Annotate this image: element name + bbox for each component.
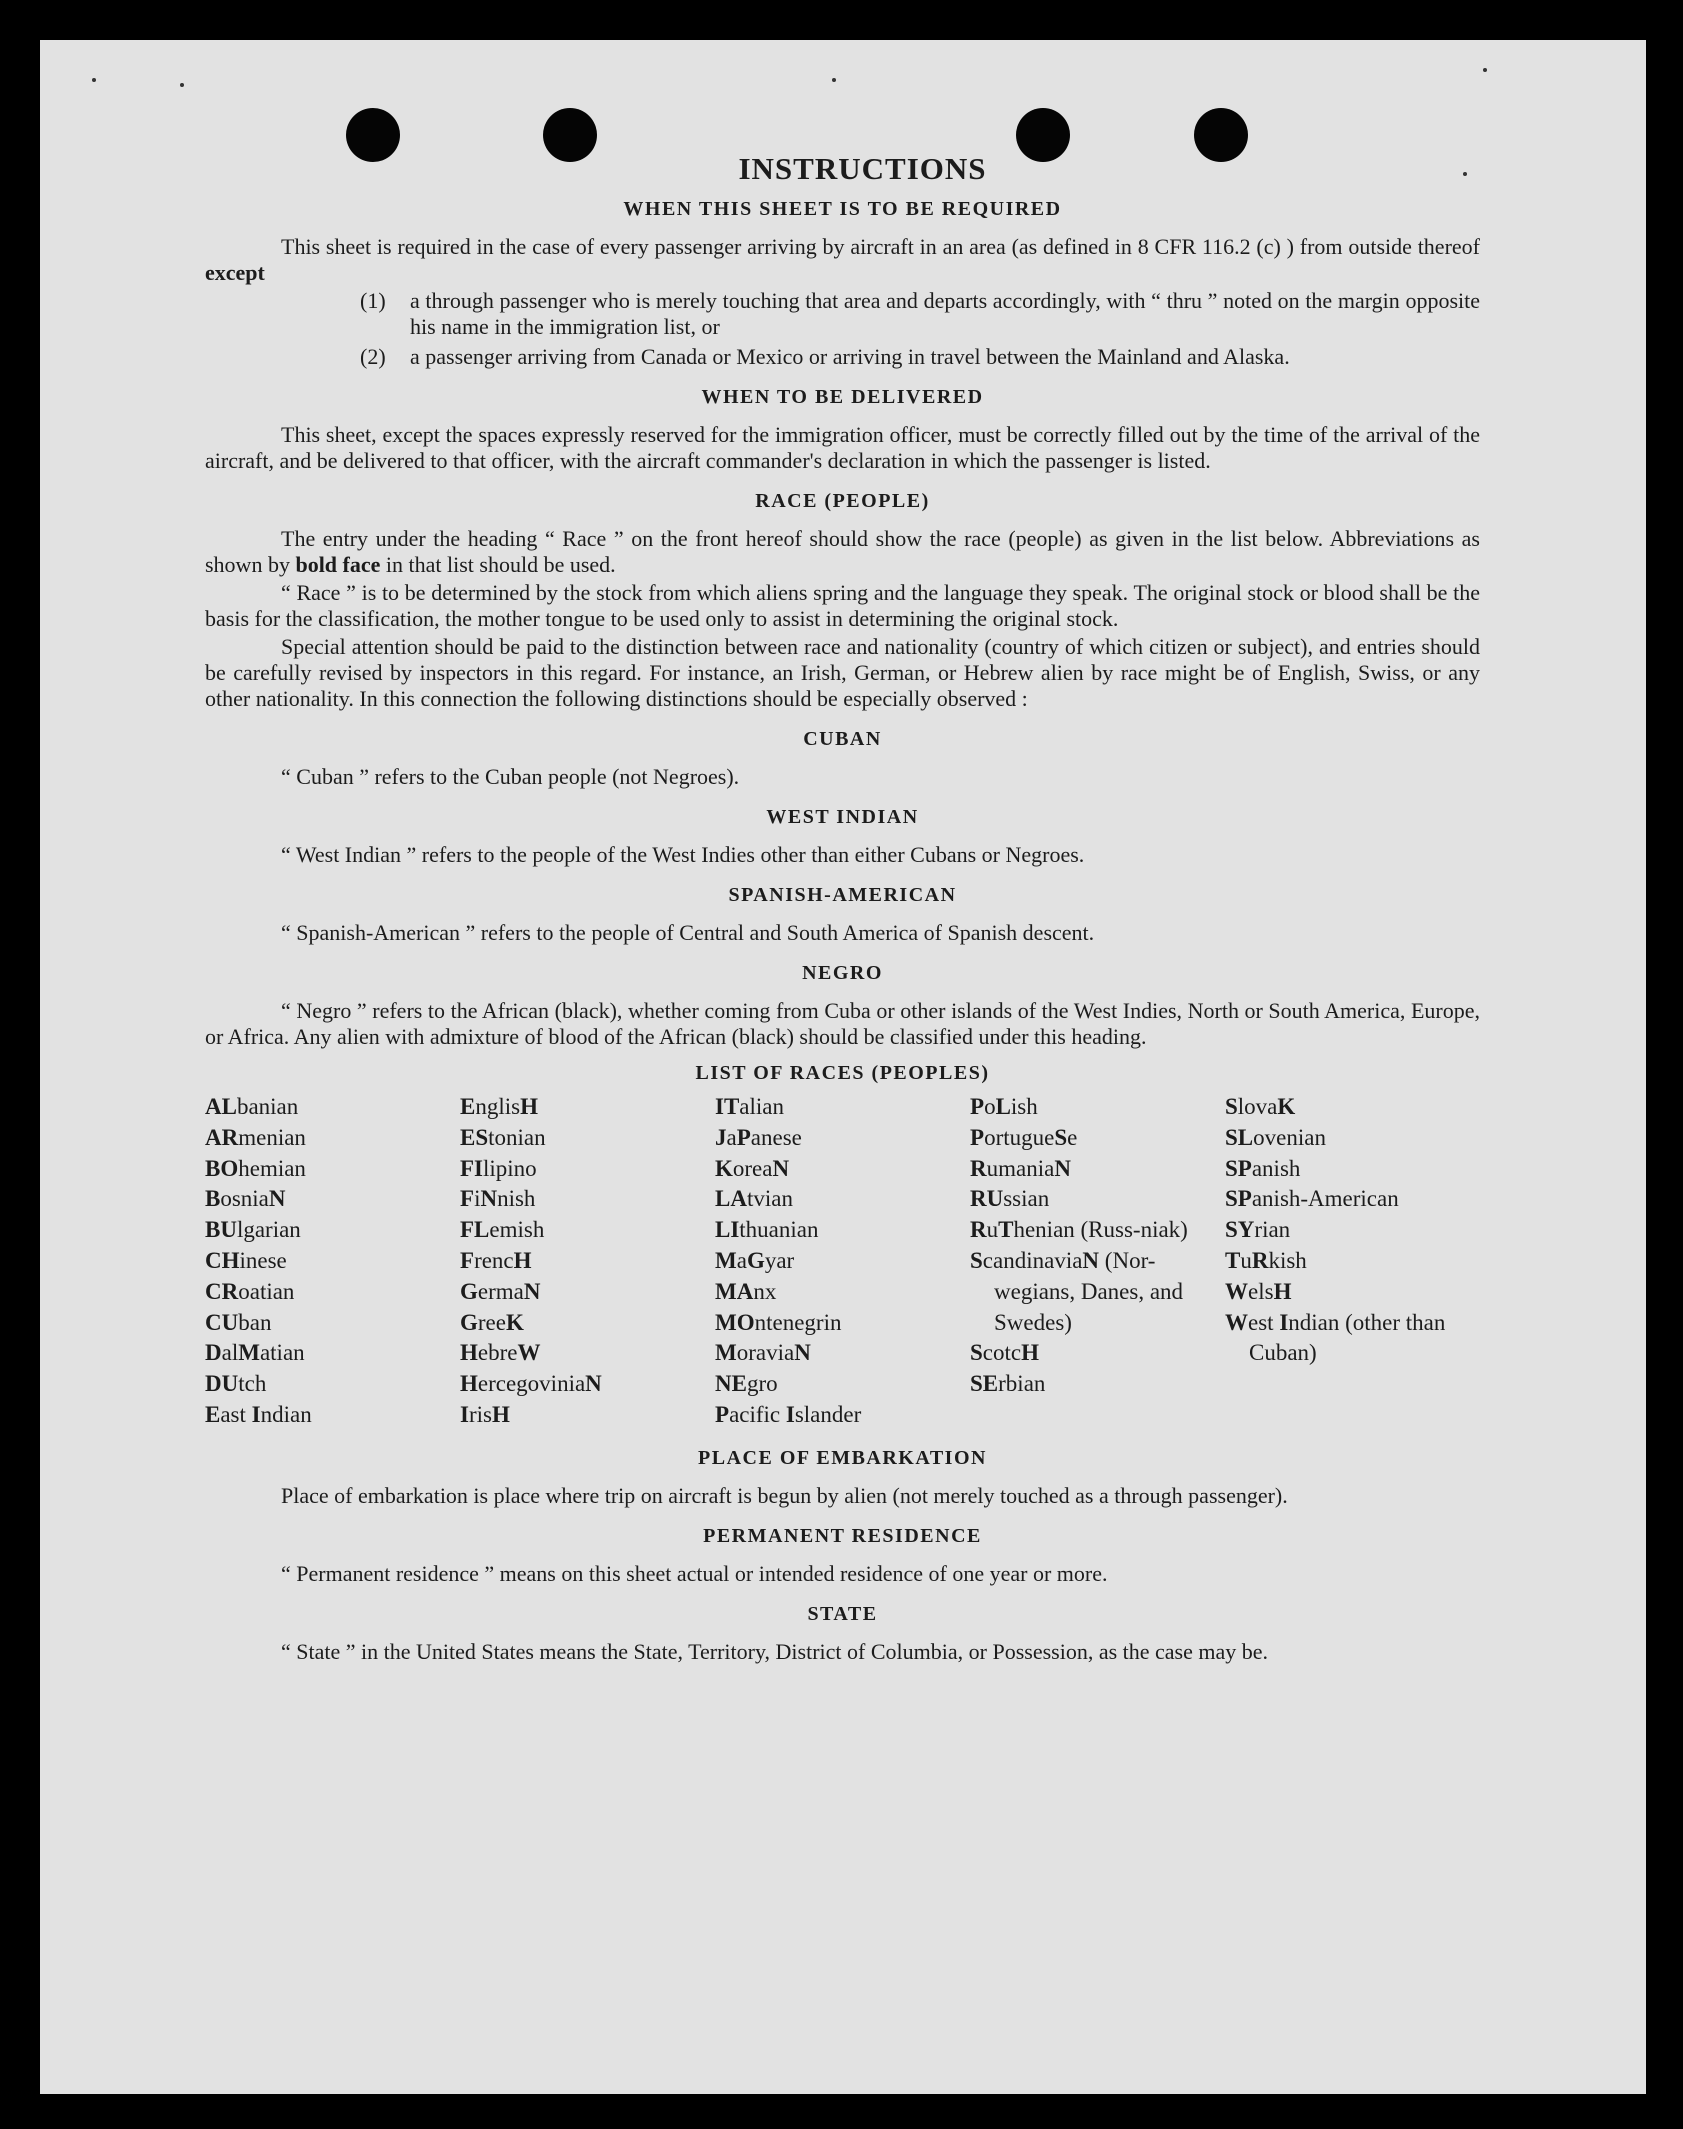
race-rest: oravia <box>736 1340 795 1366</box>
race-rest: a <box>726 1124 737 1150</box>
race-rest: anese <box>750 1124 802 1150</box>
race-entry <box>460 1369 715 1400</box>
race-rest: e <box>1067 1124 1078 1150</box>
race-rest: anish <box>1251 1155 1301 1181</box>
race-abbrev: H <box>491 1401 510 1427</box>
except-text: except <box>205 260 265 285</box>
race-entry <box>1225 1246 1480 1277</box>
race-entry <box>460 1154 715 1185</box>
race-abbrev: SE <box>970 1371 999 1397</box>
heading-list-of-races: LIST OF RACES (PEOPLES) <box>695 1062 990 1084</box>
race-abbrev: S <box>1054 1124 1068 1150</box>
paragraph-state: “ State ” in the United States means the State, Territory, District of Columbia, or Possession, as the case may be. <box>281 1638 1269 1664</box>
race-entry <box>715 1184 970 1215</box>
race-entry <box>205 1123 460 1154</box>
speck <box>832 78 836 82</box>
race-entry <box>460 1215 715 1246</box>
race-entry <box>970 1184 1225 1215</box>
race-entry <box>715 1092 970 1123</box>
race-abbrev: N <box>523 1278 541 1304</box>
heading-when-required: WHEN THIS SHEET IS TO BE REQUIRED <box>623 198 1062 220</box>
race-rest: acific <box>729 1401 786 1427</box>
race-abbrev: NE <box>715 1371 747 1397</box>
race-rest: osnia <box>220 1186 269 1212</box>
race-abbrev: BU <box>205 1217 237 1243</box>
race-entry <box>1225 1308 1480 1370</box>
race-rest: ssian <box>1003 1186 1050 1212</box>
race-entry <box>460 1308 715 1339</box>
race-abbrev: I <box>785 1401 795 1427</box>
race-abbrev: K <box>505 1309 524 1335</box>
race-rest: kish <box>1268 1247 1307 1273</box>
item-number: (1) <box>360 288 386 313</box>
race-entry <box>205 1215 460 1246</box>
race-abbrev: S <box>970 1247 983 1273</box>
race-abbrev: CH <box>205 1247 240 1273</box>
race-rest: renc <box>474 1247 514 1273</box>
race-rest: atian <box>259 1340 305 1366</box>
race-abbrev: T <box>1225 1247 1241 1273</box>
paragraph-embarkation: Place of embarkation is place where trip on aircraft is begun by alien (not merely touched as a through passenger). <box>281 1482 1288 1508</box>
race-entry <box>1225 1215 1480 1246</box>
race-rest: ban <box>238 1309 272 1335</box>
race-rest: ntenegrin <box>754 1309 842 1335</box>
race-entry <box>460 1092 715 1123</box>
item-text: a passenger arriving from Canada or Mexico or arriving in travel between the Mainland and Alaska. <box>410 344 1290 369</box>
heading-embarkation: PLACE OF EMBARKATION <box>698 1446 987 1469</box>
race-abbrev: W <box>1225 1278 1248 1304</box>
race-rest: gro <box>746 1371 778 1397</box>
race-abbrev: R <box>970 1217 987 1243</box>
race-abbrev: F <box>460 1247 475 1273</box>
race-entry <box>205 1277 460 1308</box>
race-abbrev: P <box>736 1124 751 1150</box>
race-rest: rbian <box>998 1371 1046 1397</box>
race-abbrev: FL <box>460 1217 490 1243</box>
race-entry <box>1225 1277 1480 1308</box>
item-text: a through passenger who is merely touching that area and departs accordingly, with “ thru ” noted on the margin opposite his name in the immigration list, or <box>410 288 1480 339</box>
race-entry <box>715 1154 970 1185</box>
race-abbrev: I <box>1279 1309 1289 1335</box>
race-rest: henian (Russ-niak) <box>1013 1217 1188 1243</box>
race-rest: erma <box>477 1278 524 1304</box>
punch-hole <box>346 108 400 162</box>
race-abbrev: L <box>995 1094 1011 1119</box>
race-rest: nish <box>497 1186 536 1212</box>
race-abbrev: AL <box>205 1094 237 1119</box>
race-abbrev: LI <box>715 1217 740 1243</box>
race-abbrev: K <box>1277 1094 1296 1119</box>
race-abbrev: AR <box>205 1124 239 1150</box>
punch-hole <box>1016 108 1070 162</box>
race-abbrev: S <box>970 1340 983 1366</box>
race-rest: ndian (other than Cuban) <box>1249 1309 1446 1366</box>
paragraph-race-1 <box>205 526 1480 578</box>
exception-item <box>360 344 1480 370</box>
race-rest: slander <box>794 1401 862 1427</box>
races-column <box>1225 1092 1480 1431</box>
race-rest: umania <box>986 1155 1055 1181</box>
race-text-a: The entry under the heading “ Race ” on the front hereof should show the race (people) as given in the list below. Abbreviations as shown by <box>205 526 1480 577</box>
instructions-content <box>205 151 1480 1667</box>
race-rest: thuanian <box>739 1217 819 1243</box>
race-abbrev: SY <box>1225 1217 1255 1243</box>
race-rest: ris <box>468 1401 492 1427</box>
races-column <box>970 1092 1225 1431</box>
race-abbrev: H <box>520 1094 538 1119</box>
race-abbrev: I <box>251 1401 261 1427</box>
race-rest: hemian <box>238 1155 306 1181</box>
race-entry <box>205 1154 460 1185</box>
races-column <box>715 1092 970 1431</box>
required-text: This sheet is required in the case of every passenger arriving by aircraft in an area (as defined in 8 CFR 116.2 (c) ) from outside thereof <box>281 234 1480 259</box>
race-rest: est <box>1248 1309 1280 1335</box>
race-rest: anish-American <box>1251 1186 1399 1212</box>
heading-state: STATE <box>807 1602 878 1625</box>
paragraph-residence: “ Permanent residence ” means on this sheet actual or intended residence of one year or more. <box>281 1560 1108 1586</box>
race-entry <box>715 1308 970 1339</box>
race-rest: oatian <box>238 1278 295 1304</box>
race-entry <box>460 1184 715 1215</box>
race-entry <box>970 1123 1225 1154</box>
race-rest: ortugue <box>984 1124 1055 1150</box>
race-abbrev: P <box>970 1094 985 1119</box>
race-abbrev: SP <box>1225 1155 1252 1181</box>
bold-face-text: bold face <box>295 552 381 577</box>
race-abbrev: H <box>460 1340 478 1366</box>
speck <box>92 78 96 82</box>
race-abbrev: N <box>772 1155 790 1181</box>
race-rest: ercegovinia <box>477 1371 586 1397</box>
race-abbrev: G <box>746 1247 765 1273</box>
races-column <box>460 1092 715 1431</box>
race-abbrev: T <box>998 1217 1014 1243</box>
race-abbrev: N <box>268 1186 286 1212</box>
race-entry <box>715 1369 970 1400</box>
race-abbrev: CU <box>205 1309 239 1335</box>
races-list <box>205 1092 1480 1431</box>
race-rest: a <box>736 1247 747 1273</box>
race-entry <box>715 1123 970 1154</box>
race-rest: tonian <box>488 1124 546 1150</box>
race-abbrev: M <box>238 1340 260 1366</box>
race-rest: cotc <box>982 1340 1022 1366</box>
speck <box>180 83 184 87</box>
race-abbrev: SP <box>1225 1186 1252 1212</box>
race-abbrev: R <box>1251 1247 1269 1273</box>
race-entry <box>970 1154 1225 1185</box>
race-entry <box>715 1400 970 1431</box>
race-abbrev: IT <box>715 1094 740 1119</box>
race-entry <box>205 1400 460 1431</box>
race-rest: ebre <box>477 1340 518 1366</box>
race-abbrev: G <box>460 1278 478 1304</box>
race-abbrev: P <box>970 1124 985 1150</box>
page-title: INSTRUCTIONS <box>738 151 987 186</box>
race-entry <box>1225 1154 1480 1185</box>
race-abbrev: E <box>205 1401 221 1427</box>
exception-item <box>360 288 1480 340</box>
punch-hole <box>1194 108 1248 162</box>
race-abbrev: CR <box>205 1278 239 1304</box>
heading-spanish-american: SPANISH-AMERICAN <box>728 884 957 906</box>
race-abbrev: RU <box>970 1186 1004 1212</box>
race-abbrev: K <box>715 1155 733 1181</box>
race-entry <box>715 1338 970 1369</box>
race-abbrev: LA <box>715 1186 747 1212</box>
race-rest: alian <box>739 1094 784 1119</box>
race-abbrev: W <box>517 1340 541 1366</box>
paragraph-spanish-american: “ Spanish-American ” refers to the people of Central and South America of Spanish descent. <box>281 920 1095 945</box>
race-entry <box>970 1338 1225 1369</box>
race-abbrev: H <box>460 1371 478 1397</box>
heading-cuban: CUBAN <box>803 728 882 750</box>
paragraph-race-2: “ Race ” is to be determined by the stock from which aliens spring and the language they speak. The original stock or blood shall be the basis for the classification, the mother tongue to be used only to assist in determining the original stock. <box>205 580 1480 631</box>
race-rest: u <box>986 1217 999 1243</box>
race-entry <box>205 1246 460 1277</box>
race-rest: orea <box>732 1155 773 1181</box>
race-abbrev: N <box>1054 1155 1071 1181</box>
race-entry <box>970 1246 1225 1338</box>
document-page <box>40 40 1646 2094</box>
race-abbrev: ES <box>460 1124 489 1150</box>
paragraph-west-indian: “ West Indian ” refers to the people of the West Indies other than either Cubans or Negroes. <box>281 842 1085 867</box>
race-abbrev: H <box>1273 1278 1292 1304</box>
race-rest: o <box>984 1094 996 1119</box>
race-entry <box>205 1308 460 1339</box>
race-abbrev: N <box>585 1371 602 1397</box>
race-abbrev: E <box>460 1094 476 1119</box>
race-rest: al <box>221 1340 239 1366</box>
paragraph-required <box>205 234 1480 286</box>
race-rest: nx <box>753 1278 777 1304</box>
race-entry <box>205 1092 460 1123</box>
race-abbrev: B <box>205 1186 221 1212</box>
race-rest: lova <box>1237 1094 1278 1119</box>
race-rest: u <box>1240 1247 1252 1273</box>
heading-race: RACE (PEOPLE) <box>755 490 930 512</box>
race-abbrev: BO <box>205 1155 239 1181</box>
race-abbrev: H <box>513 1247 532 1273</box>
race-abbrev: I <box>460 1401 469 1427</box>
race-rest: ish <box>1010 1094 1038 1119</box>
race-rest: yar <box>764 1247 795 1273</box>
race-rest: tch <box>238 1371 267 1397</box>
race-abbrev: MA <box>715 1278 754 1304</box>
race-entry <box>1225 1123 1480 1154</box>
paragraph-race-3: Special attention should be paid to the distinction between race and nationality (country of which citizen or subject), and entries should be carefully revised by inspectors in this regard. For instance, an Irish, German, or Hebrew alien by race might be of English, Swiss, or any other nationality. In this connection the following distinctions should be especially observed : <box>205 634 1480 711</box>
paragraph-cuban: “ Cuban ” refers to the Cuban people (not Negroes). <box>281 764 740 789</box>
race-entry <box>715 1277 970 1308</box>
race-entry <box>205 1369 460 1400</box>
paragraph-delivered: This sheet, except the spaces expressly reserved for the immigration officer, must be correctly filled out by the time of the arrival of the aircraft, and be delivered to that officer, with the aircraft commander's declaration in which the passenger is listed. <box>205 422 1480 473</box>
races-column <box>205 1092 460 1431</box>
race-entry <box>715 1246 970 1277</box>
heading-negro: NEGRO <box>802 962 883 984</box>
race-rest: candinavia <box>982 1247 1083 1273</box>
race-abbrev: M <box>715 1247 737 1273</box>
race-text-b: in that list should be used. <box>385 552 616 577</box>
race-abbrev: R <box>970 1155 987 1181</box>
race-entry <box>460 1338 715 1369</box>
race-entry <box>460 1277 715 1308</box>
race-rest: i <box>474 1186 481 1212</box>
race-rest: menian <box>238 1124 306 1150</box>
race-entry <box>715 1215 970 1246</box>
race-entry <box>205 1184 460 1215</box>
race-rest: nglis <box>475 1094 521 1119</box>
race-abbrev: F <box>460 1186 475 1212</box>
race-abbrev: M <box>715 1340 737 1366</box>
race-rest: ast <box>220 1401 252 1427</box>
race-abbrev: SL <box>1225 1124 1254 1150</box>
race-abbrev: H <box>1021 1340 1039 1366</box>
race-rest: inese <box>239 1247 287 1273</box>
heading-when-delivered: WHEN TO BE DELIVERED <box>701 386 984 408</box>
race-abbrev: W <box>1225 1309 1248 1335</box>
race-rest: els <box>1248 1278 1274 1304</box>
race-abbrev: D <box>205 1340 222 1366</box>
race-rest: lgarian <box>236 1217 301 1243</box>
race-rest: emish <box>489 1217 545 1243</box>
race-rest: lipino <box>483 1155 537 1181</box>
race-rest: banian <box>236 1094 299 1119</box>
item-number: (2) <box>360 344 386 369</box>
race-abbrev: MO <box>715 1309 755 1335</box>
punch-hole <box>543 108 597 162</box>
race-abbrev: N <box>794 1340 811 1366</box>
race-entry <box>205 1338 460 1369</box>
heading-west-indian: WEST INDIAN <box>766 806 919 828</box>
race-abbrev: N <box>1082 1247 1100 1273</box>
heading-residence: PERMANENT RESIDENCE <box>703 1524 982 1547</box>
race-abbrev: N <box>480 1186 498 1212</box>
race-abbrev: S <box>1225 1094 1238 1119</box>
race-entry <box>460 1400 715 1431</box>
race-rest: (Nor-wegians, Danes, and Swedes) <box>994 1247 1184 1335</box>
race-abbrev: DU <box>205 1371 239 1397</box>
race-entry <box>460 1123 715 1154</box>
race-entry <box>460 1246 715 1277</box>
race-rest: ree <box>477 1309 506 1335</box>
race-rest: rian <box>1254 1217 1291 1243</box>
race-abbrev: J <box>715 1124 727 1150</box>
race-entry <box>970 1092 1225 1123</box>
race-rest: ovenian <box>1253 1124 1326 1150</box>
paragraph-negro: “ Negro ” refers to the African (black), whether coming from Cuba or other islands of the West Indies, North or South America, Europe, or Africa. Any alien with admixture of blood of the African (black) should be classified under this heading. <box>205 998 1480 1049</box>
race-abbrev: FI <box>460 1155 483 1181</box>
race-rest: ndian <box>260 1401 312 1427</box>
race-entry <box>1225 1092 1480 1123</box>
race-entry <box>970 1215 1225 1246</box>
race-entry <box>970 1369 1225 1400</box>
race-abbrev: P <box>715 1401 730 1427</box>
speck <box>1483 68 1487 72</box>
race-abbrev: G <box>460 1309 478 1335</box>
race-rest: tvian <box>746 1186 793 1212</box>
race-entry <box>1225 1184 1480 1215</box>
